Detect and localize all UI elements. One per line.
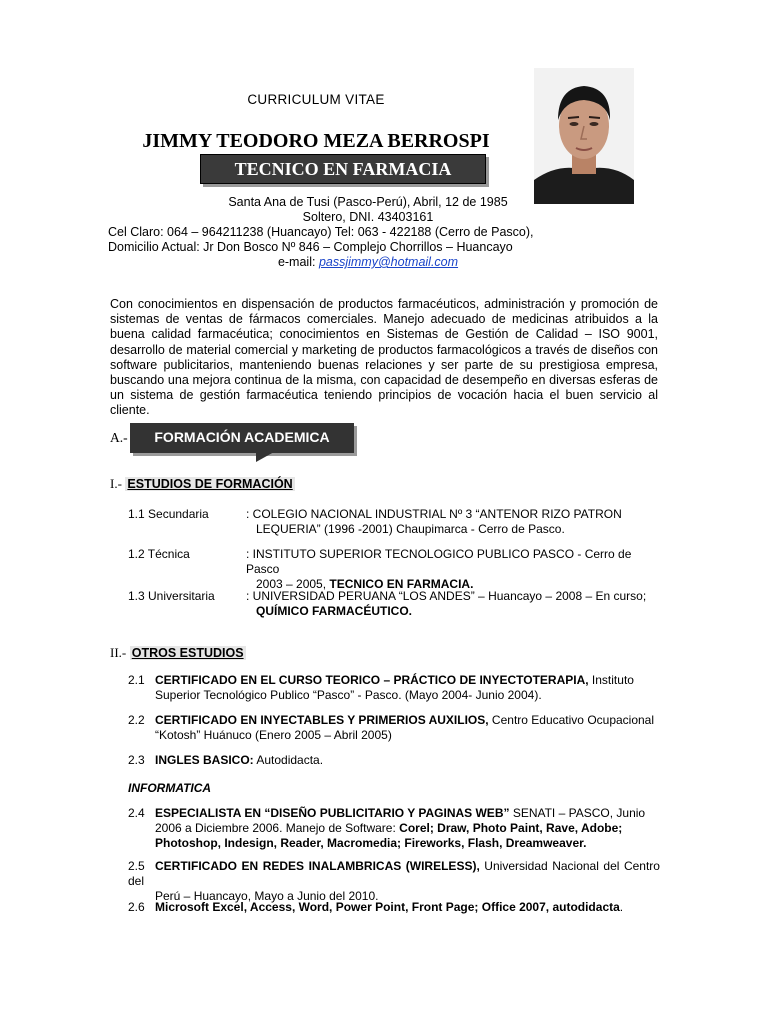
edu-line: LEQUERIA” (1996 -2001) Chaupimarca - Cerro de Pasco. — [256, 522, 565, 536]
course-title: INGLES BASICO: — [155, 753, 254, 767]
course-title: ESPECIALISTA EN “DISEÑO PUBLICITARIO Y PAGINAS WEB” — [155, 806, 510, 820]
section-academic-banner: FORMACIÓN ACADEMICA — [130, 423, 354, 453]
edu-line: : INSTITUTO SUPERIOR TECNOLOGICO PUBLICO PASCO - Cerro de Pasco — [246, 547, 632, 576]
course-title: CERTIFICADO EN INYECTABLES Y PRIMERIOS AUXILIOS, — [155, 713, 489, 727]
course-detail — [128, 821, 660, 836]
edu-line: 2003 – 2005, — [256, 577, 330, 591]
edu-label-universitaria: 1.3 Universitaria — [128, 589, 215, 603]
course-item — [128, 859, 660, 904]
email-row — [108, 255, 628, 271]
edu-degree: TECNICO EN FARMACIA. — [329, 577, 474, 591]
software-list: Corel; Draw, Photo Paint, Rave, Adobe; — [399, 821, 623, 835]
item-number: 2.6 — [128, 900, 145, 914]
course-item — [128, 713, 660, 743]
document-title: CURRICULUM VITAE — [247, 92, 385, 107]
roman-numeral: I.- — [110, 476, 122, 491]
roman-numeral: II.- — [110, 645, 127, 660]
address-info: Domicilio Actual: Jr Don Bosco Nº 846 – Complejo Chorrillos – Huancayo — [108, 240, 513, 254]
profession-banner: TECNICO EN FARMACIA — [200, 154, 486, 184]
estudios-heading — [110, 476, 295, 492]
course-detail-text: 2006 a Diciembre 2006. Manejo de Software: — [155, 821, 400, 835]
candidate-name: JIMMY TEODORO MEZA BERROSPI — [142, 130, 490, 152]
course-institution: SENATI – PASCO, Junio — [509, 806, 646, 820]
edu-text-secundaria — [246, 507, 666, 537]
email-link[interactable]: passjimmy@hotmail.com — [318, 255, 459, 269]
estudios-title: ESTUDIOS DE FORMACIÓN — [127, 477, 293, 491]
course-item — [128, 806, 660, 851]
course-item — [128, 673, 660, 703]
professional-summary: Con conocimientos en dispensación de productos farmacéuticos, administración y promoción de sistemas de ventas de fármacos comerciales. Manejo adecuado de medicinas atribuidos a la buena calidad farmacéutica; conocimientos en Sistemas de Gestión de Calidad – ISO 9001, desarrollo de material comercial y marketing de productos farmacológicos a través de diseños con software publicitarios, manteniendo buenas relaciones y ser parte de su prestigiosa empresa, buscando una mejora continua de la misma, con capacidad de desempeño en diversas esferas de un sistema de gestión farmacéutica teniendo principios de vocación hacia el buen servicio al cliente. — [110, 297, 658, 418]
course-title: Microsoft Excel, Access, Word, Power Point, Front Page; Office 2007, autodidacta — [155, 900, 620, 914]
course-title: CERTIFICADO EN REDES INALAMBRICAS (WIRELESS), — [155, 859, 480, 873]
item-number: 2.5 — [128, 859, 145, 873]
course-item — [128, 900, 660, 915]
profile-photo — [534, 68, 634, 204]
otros-title: OTROS ESTUDIOS — [131, 646, 244, 660]
edu-text-universitaria — [246, 589, 666, 619]
edu-label-tecnica: 1.2 Técnica — [128, 547, 190, 561]
course-end: . — [619, 900, 624, 914]
course-institution: Centro Educativo Ocupacional — [488, 713, 655, 727]
section-letter: A.- — [110, 430, 128, 445]
item-number: 2.3 — [128, 753, 145, 767]
item-number: 2.4 — [128, 806, 145, 820]
banner-tail-shape — [256, 452, 274, 462]
course-detail: “Kotosh” Huánuco (Enero 2005 – Abril 2005) — [155, 728, 392, 742]
edu-text-tecnica — [246, 547, 666, 592]
phone-info: Cel Claro: 064 – 964211238 (Huancayo) Tel: 063 - 422188 (Cerro de Pasco), — [108, 225, 534, 239]
birth-info: Santa Ana de Tusi (Pasco-Perú), Abril, 12 de 1985 — [228, 195, 508, 209]
course-title: CERTIFICADO EN EL CURSO TEORICO – PRÁCTICO DE INYECTOTERAPIA, — [155, 673, 589, 687]
course-detail: Superior Tecnológico Publico “Pasco” - Pasco. (Mayo 2004- Junio 2004). — [155, 688, 542, 702]
civil-status: Soltero, DNI. 43403161 — [302, 210, 434, 224]
item-number: 2.1 — [128, 673, 145, 687]
edu-line: : COLEGIO NACIONAL INDUSTRIAL Nº 3 “ANTENOR RIZO PATRON — [246, 507, 622, 521]
software-list: Photoshop, Indesign, Reader, Macromedia; Fireworks, Flash, Dreamweaver. — [155, 836, 587, 850]
item-number: 2.2 — [128, 713, 145, 727]
course-institution: Autodidacta. — [253, 753, 324, 767]
course-institution: Universidad Nacional del Centro del — [128, 859, 660, 888]
course-institution: Instituto — [588, 673, 634, 687]
edu-label-secundaria: 1.1 Secundaria — [128, 507, 209, 521]
course-item — [128, 753, 660, 768]
informatica-label: INFORMATICA — [128, 781, 212, 795]
email-label: e-mail: — [277, 255, 316, 269]
edu-degree: QUÍMICO FARMACÉUTICO. — [256, 604, 412, 618]
otros-heading — [110, 645, 246, 661]
edu-line: : UNIVERSIDAD PERUANA “LOS ANDES” – Huancayo – 2008 – En curso; — [246, 589, 647, 603]
course-detail: Perú – Huancayo, Mayo a Junio del 2010. — [155, 889, 379, 903]
